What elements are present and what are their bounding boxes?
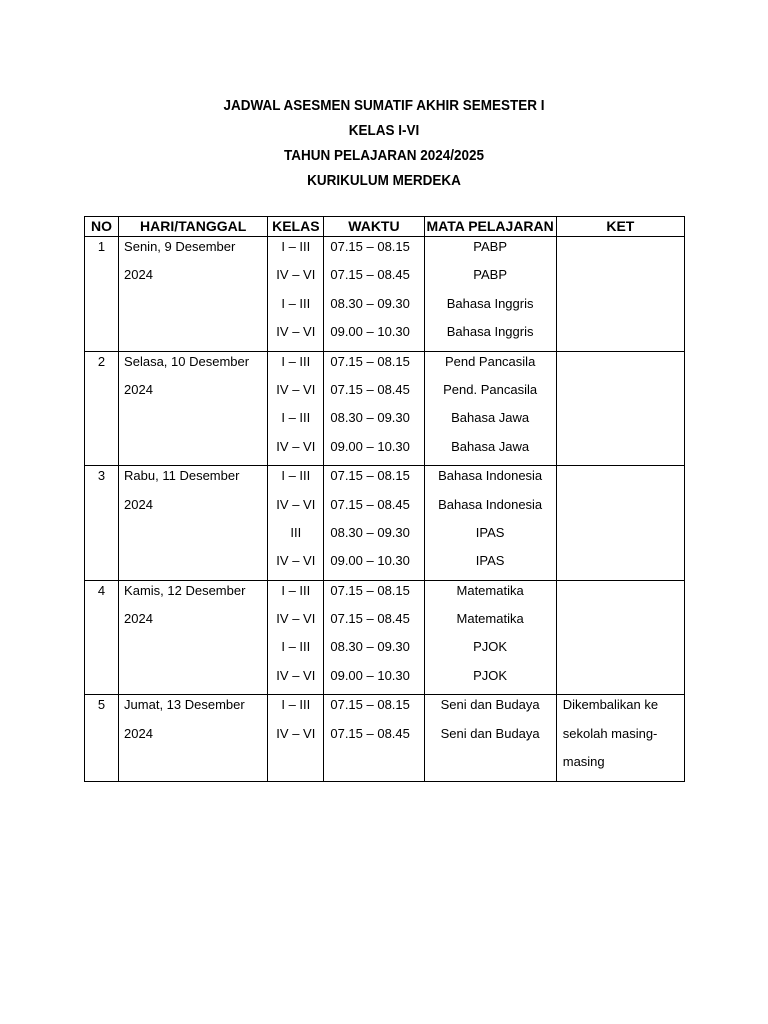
cell-kelas-line: IV – VI <box>276 725 316 741</box>
cell-kelas-line: I – III <box>281 697 311 713</box>
cell-waktu-line: 07.15 – 08.45 <box>330 381 410 397</box>
cell-mata-pelajaran-line: Matematika <box>456 582 524 598</box>
cell-kelas-line: I – III <box>281 410 311 426</box>
cell-kelas-line: III <box>290 524 302 540</box>
table-row <box>85 351 685 466</box>
cell-no <box>85 237 119 352</box>
cell-kelas <box>268 580 324 695</box>
cell-hari-tanggal-line: Senin, 9 Desember <box>124 239 236 254</box>
cell-no-line: 1 <box>97 239 106 254</box>
cell-mata-pelajaran-line: Bahasa Indonesia <box>438 496 543 512</box>
cell-kelas-line: IV – VI <box>276 381 316 397</box>
cell-hari-tanggal <box>119 580 268 695</box>
cell-hari-tanggal-line: Kamis, 12 Desember <box>124 582 246 598</box>
cell-hari-tanggal-line: Jumat, 13 Desember <box>124 697 245 713</box>
header-mata-pelajaran: MATA PELAJARAN <box>424 217 556 237</box>
schedule-table <box>84 216 685 782</box>
table-row <box>85 695 685 782</box>
cell-waktu-line: 08.30 – 09.30 <box>330 639 410 655</box>
cell-hari-tanggal-line: Selasa, 10 Desember <box>124 353 250 369</box>
cell-mata-pelajaran <box>424 466 556 581</box>
cell-waktu <box>324 466 424 581</box>
cell-mata-pelajaran <box>424 351 556 466</box>
heading-title: JADWAL ASESMEN SUMATIF AKHIR SEMESTER I <box>223 97 545 114</box>
cell-hari-tanggal <box>119 237 268 352</box>
cell-no <box>85 351 119 466</box>
cell-mata-pelajaran-line: Seni dan Budaya <box>440 725 540 741</box>
cell-hari-tanggal-line: 2024 <box>124 611 153 627</box>
cell-waktu-line: 08.30 – 09.30 <box>330 524 410 540</box>
cell-mata-pelajaran-line: Matematika <box>456 611 524 627</box>
cell-kelas-line: I – III <box>281 353 311 369</box>
schedule-body <box>85 237 685 782</box>
header-waktu: WAKTU <box>324 217 424 237</box>
cell-mata-pelajaran <box>424 580 556 695</box>
cell-no <box>85 695 119 782</box>
cell-no <box>85 466 119 581</box>
cell-kelas-line: IV – VI <box>276 496 316 512</box>
cell-mata-pelajaran-line: PABP <box>473 267 507 283</box>
cell-kelas-line: I – III <box>281 468 311 484</box>
cell-mata-pelajaran-line: IPAS <box>475 524 505 540</box>
cell-waktu <box>324 237 424 352</box>
cell-kelas-line: IV – VI <box>276 267 316 283</box>
cell-waktu-line: 07.15 – 08.15 <box>330 582 410 598</box>
cell-no-line: 5 <box>97 697 106 713</box>
cell-kelas-line: IV – VI <box>276 667 316 683</box>
cell-waktu-line: 07.15 – 08.45 <box>330 496 410 512</box>
header-kelas: KELAS <box>268 217 324 237</box>
cell-hari-tanggal <box>119 466 268 581</box>
heading-curriculum: KURIKULUM MERDEKA <box>307 172 461 189</box>
cell-waktu-line: 08.30 – 09.30 <box>330 295 410 311</box>
cell-waktu <box>324 351 424 466</box>
cell-waktu-line: 09.00 – 10.30 <box>330 438 410 454</box>
cell-waktu-line: 07.15 – 08.15 <box>330 697 410 713</box>
cell-kelas-line: IV – VI <box>276 324 316 340</box>
cell-mata-pelajaran <box>424 237 556 352</box>
heading-academic-year: TAHUN PELAJARAN 2024/2025 <box>283 147 485 164</box>
cell-no-line: 2 <box>97 353 106 369</box>
cell-kelas-line: IV – VI <box>276 611 316 627</box>
cell-kelas <box>268 695 324 782</box>
cell-hari-tanggal <box>119 351 268 466</box>
cell-waktu-line: 07.15 – 08.15 <box>330 239 410 254</box>
cell-mata-pelajaran-line: Pend. Pancasila <box>443 381 538 397</box>
table-row <box>85 466 685 581</box>
cell-waktu-line: 07.15 – 08.45 <box>330 725 410 741</box>
table-row <box>85 580 685 695</box>
cell-mata-pelajaran-line: Bahasa Inggris <box>446 324 534 340</box>
cell-mata-pelajaran <box>424 695 556 782</box>
cell-kelas <box>268 237 324 352</box>
cell-no-line: 3 <box>97 468 106 484</box>
cell-kelas-line: IV – VI <box>276 438 316 454</box>
cell-mata-pelajaran-line: PABP <box>473 239 507 254</box>
header-hari-tanggal: HARI/TANGGAL <box>119 217 268 237</box>
cell-hari-tanggal-line: 2024 <box>124 381 153 397</box>
cell-waktu-line: 07.15 – 08.45 <box>330 611 410 627</box>
cell-ket <box>556 695 684 782</box>
cell-waktu-line: 09.00 – 10.30 <box>330 324 410 340</box>
cell-mata-pelajaran-line: PJOK <box>473 639 508 655</box>
cell-kelas-line: I – III <box>281 582 311 598</box>
cell-mata-pelajaran-line: Bahasa Inggris <box>446 295 534 311</box>
cell-ket-line: sekolah masing- <box>562 725 658 741</box>
cell-waktu-line: 07.15 – 08.15 <box>330 468 410 484</box>
document-heading <box>38 93 729 193</box>
cell-mata-pelajaran-line: Bahasa Indonesia <box>438 468 543 484</box>
cell-ket-line: Dikembalikan ke <box>562 697 659 713</box>
cell-no <box>85 580 119 695</box>
cell-mata-pelajaran-line: Seni dan Budaya <box>440 697 540 713</box>
table-row <box>85 237 685 352</box>
cell-hari-tanggal-line: 2024 <box>124 725 153 741</box>
cell-kelas <box>268 466 324 581</box>
cell-waktu-line: 09.00 – 10.30 <box>330 553 410 569</box>
table-header-row <box>85 217 685 237</box>
cell-kelas-line: I – III <box>281 639 311 655</box>
cell-kelas <box>268 351 324 466</box>
cell-mata-pelajaran-line: IPAS <box>475 553 505 569</box>
cell-ket-line: masing <box>562 754 605 770</box>
cell-waktu-line: 07.15 – 08.45 <box>330 267 410 283</box>
header-no: NO <box>85 217 119 237</box>
header-ket: KET <box>556 217 684 237</box>
cell-ket <box>556 580 684 695</box>
cell-kelas-line: IV – VI <box>276 553 316 569</box>
cell-hari-tanggal-line: 2024 <box>124 267 153 283</box>
cell-mata-pelajaran-line: Bahasa Jawa <box>451 438 530 454</box>
cell-waktu-line: 08.30 – 09.30 <box>330 410 410 426</box>
cell-ket <box>556 237 684 352</box>
cell-hari-tanggal-line: Rabu, 11 Desember <box>124 468 240 484</box>
cell-hari-tanggal <box>119 695 268 782</box>
cell-waktu-line: 07.15 – 08.15 <box>330 353 410 369</box>
heading-class-range: KELAS I-VI <box>348 122 420 139</box>
cell-mata-pelajaran-line: PJOK <box>473 667 508 683</box>
cell-kelas-line: I – III <box>281 295 311 311</box>
cell-ket <box>556 466 684 581</box>
cell-waktu <box>324 695 424 782</box>
cell-waktu <box>324 580 424 695</box>
cell-no-line: 4 <box>97 582 106 598</box>
cell-ket <box>556 351 684 466</box>
cell-mata-pelajaran-line: Bahasa Jawa <box>451 410 530 426</box>
cell-mata-pelajaran-line: Pend Pancasila <box>444 353 536 369</box>
cell-hari-tanggal-line: 2024 <box>124 496 153 512</box>
cell-kelas-line: I – III <box>281 239 311 254</box>
cell-waktu-line: 09.00 – 10.30 <box>330 667 410 683</box>
